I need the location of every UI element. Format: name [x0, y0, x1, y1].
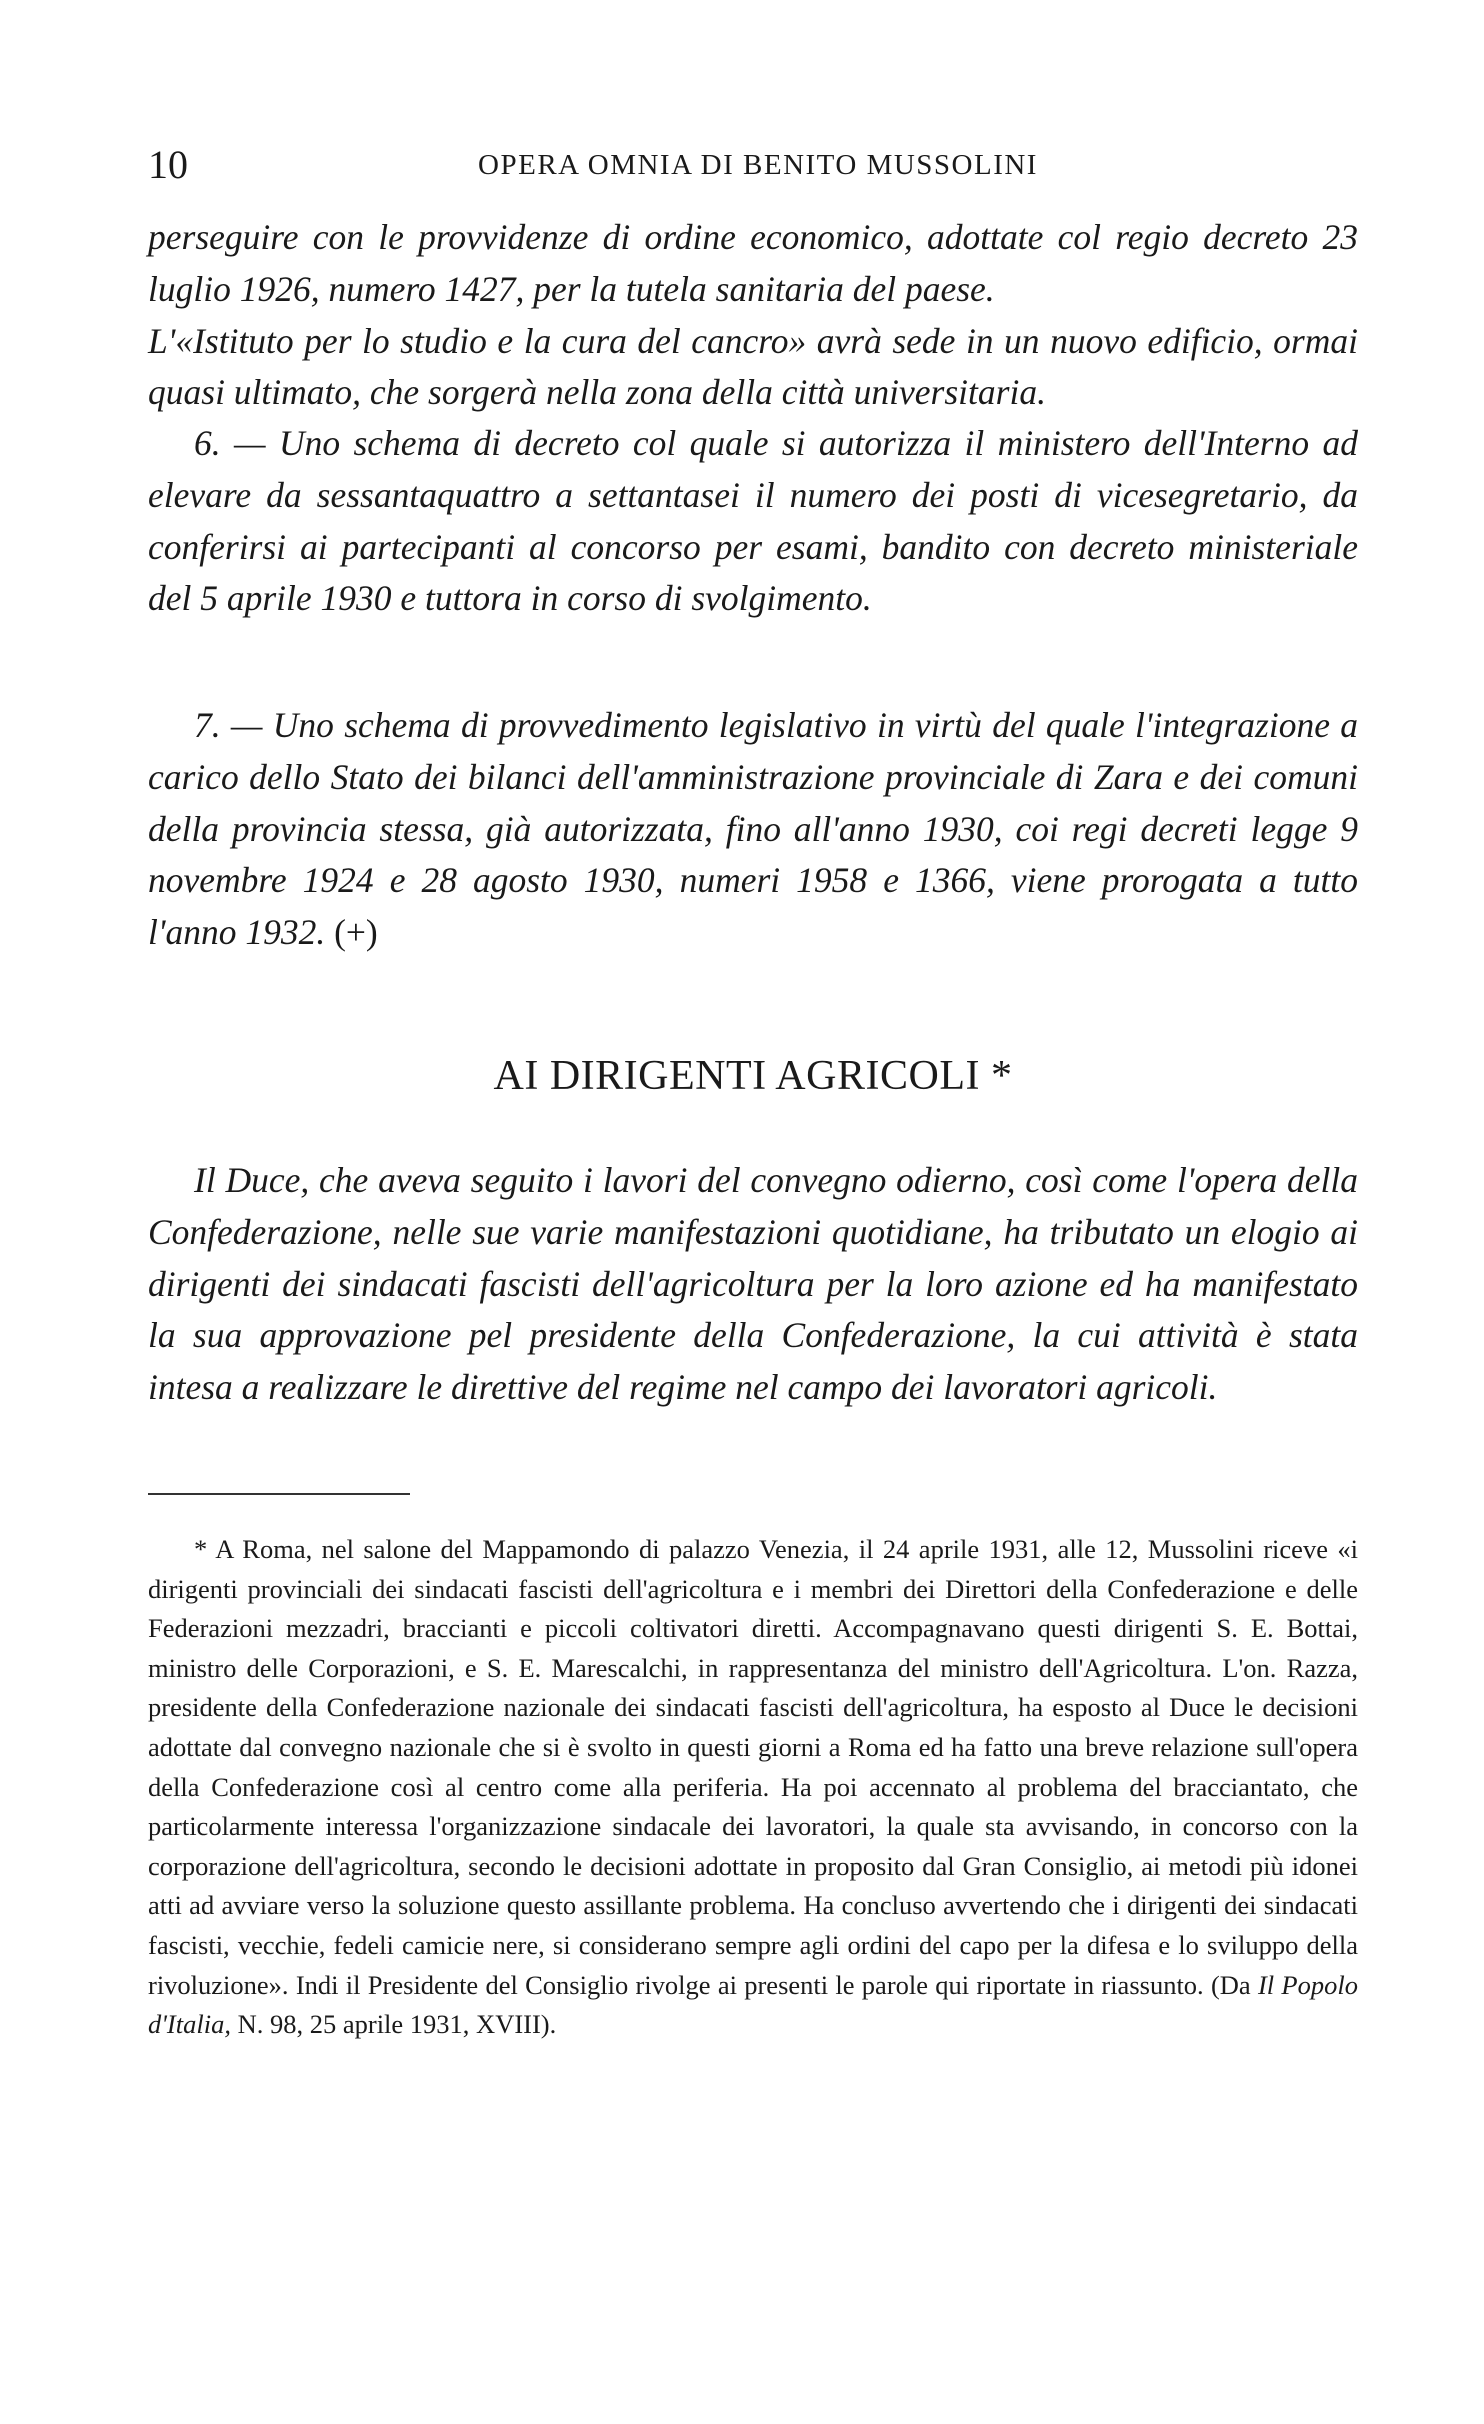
item-7-text	[148, 700, 1358, 959]
item-6-text: 6. — Uno schema di decreto col quale si autorizza il ministero dell'Interno ad elevare da sessantaquattro a settantasei il numero dei posti di vicesegretario, da conferirsi ai partecipanti al concorso per esami, bandito con decreto ministeriale del 5 aprile 1930 e tuttora in corso di svolgimento.	[148, 423, 1358, 619]
item-7-body: 7. — Uno schema di provvedimento legislativo in virtù del quale l'integrazione a carico dello Stato dei bilanci dell'amministrazione provinciale di Zara e dei comuni della provincia stessa, già autorizzata, fino all'anno 1930, coi regi decreti legge 9 novembre 1924 e 28 agosto 1930, numeri 1958 e 1366, viene prorogata a tutto l'anno 1932.	[148, 705, 1358, 953]
running-header	[148, 140, 1368, 190]
footnote-text: * A Roma, nel salone del Mappamondo di palazzo Venezia, il 24 aprile 1931, alle 12, Mussolini riceve «i dirigenti provinciali dei sindacati fascisti dell'agricoltura e i membri dei Direttori della Confederazione e delle Federazioni mezzadri, braccianti e piccoli coltivatori diretti. Accompagnavano questi dirigenti S. E. Bottai, ministro delle Corporazioni, e S. E. Marescalchi, in rappresentanza del ministro dell'Agricoltura. L'on. Razza, presidente della Confederazione nazionale dei sindacati fascisti dell'agricoltura, ha esposto al Duce le decisioni adottate dal convegno nazionale che si è svolto in questi giorni a Roma ed ha fatto una breve relazione sull'opera della Confederazione così al centro come alla periferia. Ha poi accennato al problema del bracciantato, che particolarmente interessa l'organizzazione sindacale dei lavoratori, la quale sta avvisando, in concorso con la corporazione dell'agricoltura, secondo le decisioni adottate in proposito dal Gran Consiglio, ai metodi più idonei atti ad avviare verso la soluzione questo assillante problema. Ha concluso avvertendo che i dirigenti dei sindacati fascisti, vecchie, fedeli camicie nere, si considerano sempre agli ordini del capo per la difesa e lo sviluppo della rivoluzione». Indi il Presidente del Consiglio rivolge ai presenti le parole qui riportate in riassunto. (Da	[148, 1534, 1358, 2000]
section-intro-text: Il Duce, che aveva seguito i lavori del convegno odierno, così come l'opera della Confederazione, nelle sue varie manifestazioni quotidiane, ha tributato un elogio ai dirigenti dei sindacati fascisti dell'agricoltura per la loro azione ed ha manifestato la sua approvazione pel presidente della Confederazione, la cui attività è stata intesa a realizzare le direttive del regime nel campo dei lavoratori agricoli.	[148, 1160, 1358, 1408]
section-title: AI DIRIGENTI AGRICOLI *	[493, 1053, 1013, 1099]
footnote-source-title: Il Popolo d'Italia,	[148, 1969, 1358, 2040]
item-6	[148, 418, 1358, 625]
footnote	[148, 1530, 1358, 2045]
footnote-source-detail: N. 98, 25 aprile 1931, XVIII).	[237, 2009, 557, 2040]
page-number: 10	[148, 142, 188, 187]
paragraph-line-2: L'«Istituto per lo studio e la cura del cancro» avrà sede in un nuovo edificio, ormai quasi ultimato, che sorgerà nella zona della città universitaria.	[148, 320, 1358, 413]
item-7	[148, 700, 1358, 959]
section-intro	[148, 1155, 1358, 1414]
paragraph-line-1: perseguire con le provvidenze di ordine economico, adottate col regio decreto 23 luglio 1926, numero 1427, per la tutela sanitaria del paese.	[148, 217, 1358, 309]
continued-paragraph	[148, 212, 1358, 419]
footnote-divider	[148, 1493, 410, 1495]
editorial-mark: (+)	[334, 912, 378, 953]
running-title: OPERA OMNIA DI BENITO MUSSOLINI	[478, 149, 1038, 181]
